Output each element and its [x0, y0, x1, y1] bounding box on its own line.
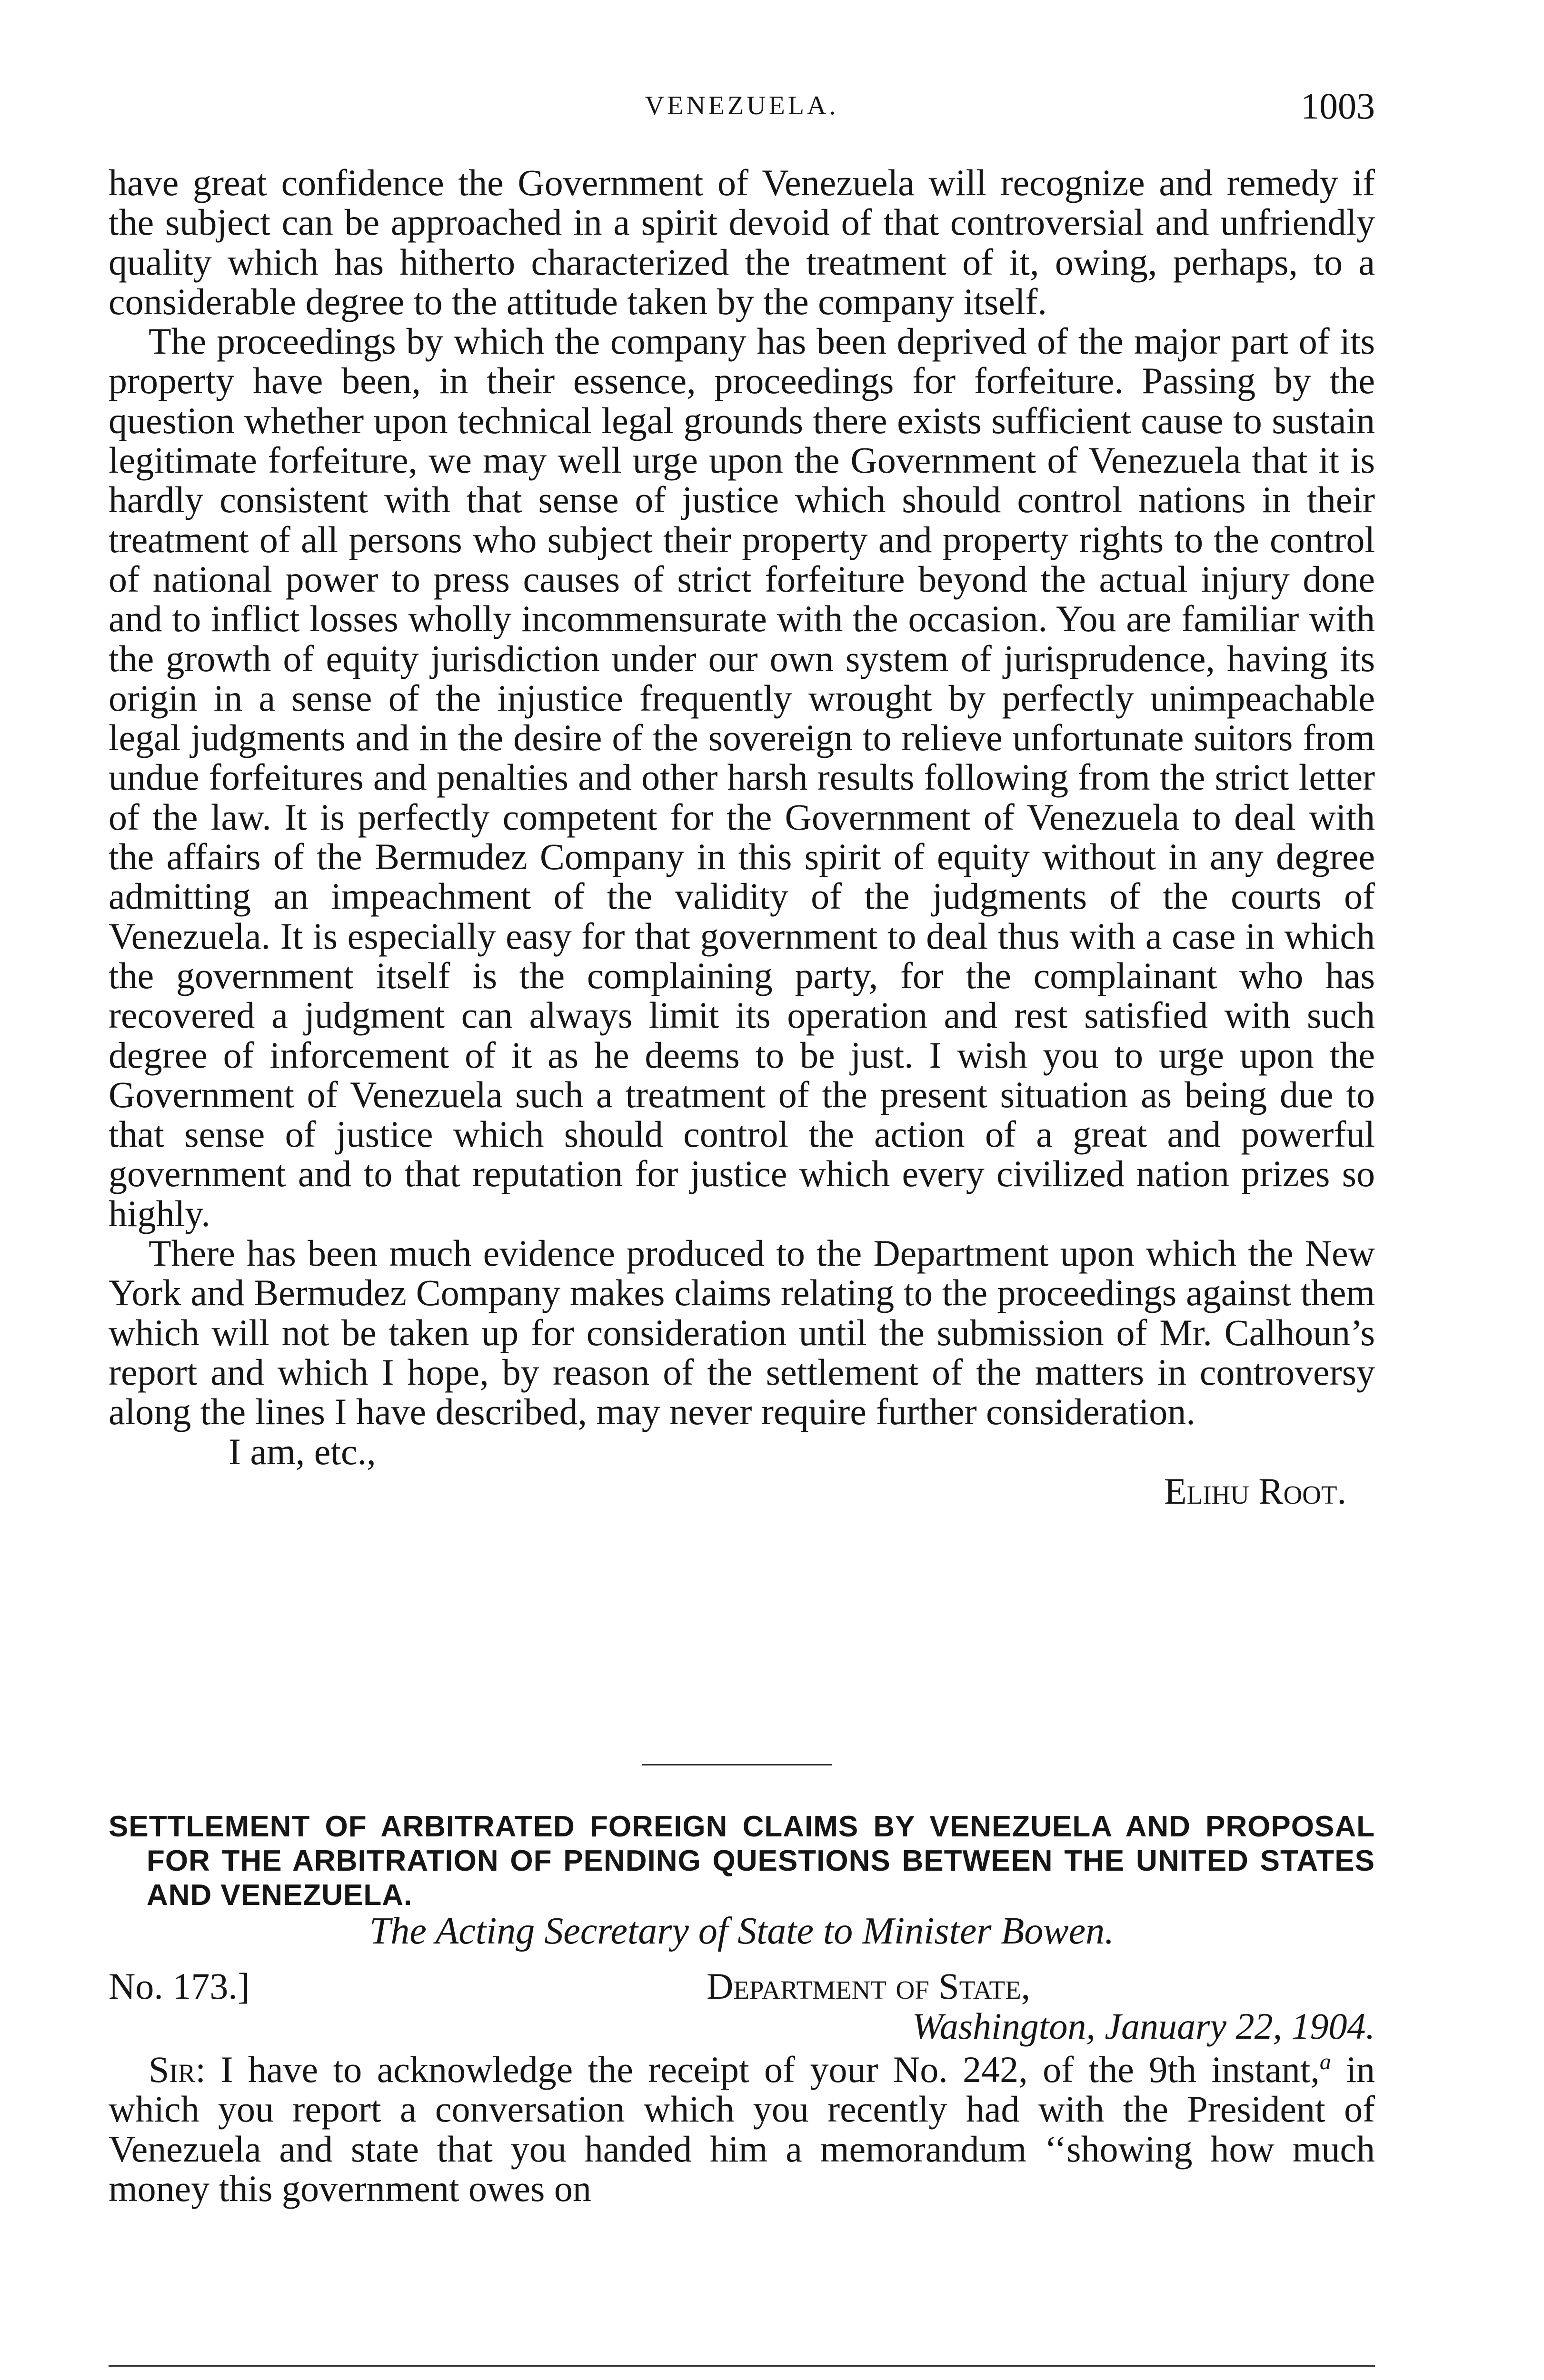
- page-number: 1003: [1301, 85, 1375, 127]
- paragraph-2: The proceedings by which the company has been deprived of the major part of its property have been, in their essence, proceedings for forfeiture. Passing by the question whether upon technical legal grounds there exists sufficient cause to sustain legitimate forfeiture, we may well urge upon the Government of Venezuela that it is hardly consistent with that sense of justice which should control nations in their treatment of all persons who subject their property and property rights to the control of national power to press causes of strict forfeiture beyond the actual injury done and to inflict losses wholly incommensurate with the occasion. You are familiar with the growth of equity jurisdiction under our own system of jurisprudence, having its origin in a sense of the injustice frequently wrought by perfectly unimpeachable legal judgments and in the desire of the sovereign to relieve unfortunate suitors from undue forfeitures and penalties and other harsh results following from the strict letter of the law. It is perfectly competent for the Government of Venezuela to deal with the affairs of the Bermudez Company in this spirit of equity without in any degree admitting an impeachment of the validity of the judgments of the courts of Venezuela. It is especially easy for that government to deal thus with a case in which the government itself is the complaining party, for the complainant who has recovered a judgment can always limit its operation and rest satisfied with such degree of inforcement of it as he deems to be just. I wish you to urge upon the Government of Venezuela such a treatment of the present situation as being due to that sense of justice which should control the action of a great and powerful government and to that reputation for justice which every civilized nation prizes so highly.: [109, 320, 1375, 1234]
- body-part-1: : I have to acknowledge the receipt of your No. 242, of the 9th instant,: [195, 2049, 1320, 2090]
- section-subtitle: The Acting Secretary of State to Minister Bowen.: [369, 1910, 1115, 1952]
- letter-body: [109, 163, 1375, 1511]
- document-number: No. 173.]: [109, 1965, 250, 2007]
- section-title-text: SETTLEMENT OF ARBITRATED FOREIGN CLAIMS BY VENEZUELA AND PROPOSAL FOR THE ARBITRATION OF PENDING QUESTIONS BETWEEN THE UNITED STATES AND VENEZUELA.: [109, 1810, 1375, 1912]
- section-title: [109, 1810, 1375, 1913]
- section-body: [109, 2050, 1375, 2208]
- section-paragraph-1: [109, 2050, 1375, 2208]
- footnote-rule: [109, 2365, 1375, 2367]
- closing: I am, etc.,: [229, 1430, 376, 1472]
- paragraph-3: There has been much evidence produced to the Department upon which the New York and Bermudez Company makes claims relating to the proceedings against them which will not be taken up for consideration until the submission of Mr. Calhoun’s report and which I hope, by reason of the settlement of the matters in controversy along the lines I have described, may never require further consideration.: [109, 1232, 1375, 1433]
- department-name: Department of State,: [707, 1965, 1031, 2007]
- running-head: VENEZUELA.: [645, 91, 839, 120]
- salutation: Sir: [149, 2049, 196, 2090]
- body-part-2: in which you report a conversation which you recently had with the President of Venezuela and state that you handed him a memorandum ‘‘showing how much money this government owes on: [109, 2049, 1375, 2209]
- dateline: Washington, January 22, 1904.: [912, 2005, 1375, 2047]
- page-header: [109, 85, 1375, 132]
- signature: Elihu Root.: [1164, 1470, 1346, 1512]
- footnote-reference: a: [1319, 2049, 1331, 2074]
- section-divider: [642, 1764, 832, 1765]
- paragraph-1: have great confidence the Government of Venezuela will recognize and remedy if the subject can be approached in a spirit devoid of that controversial and unfriendly quality which has hitherto characterized the treatment of it, owing, perhaps, to a considerable degree to the attitude taken by the company itself.: [109, 162, 1375, 322]
